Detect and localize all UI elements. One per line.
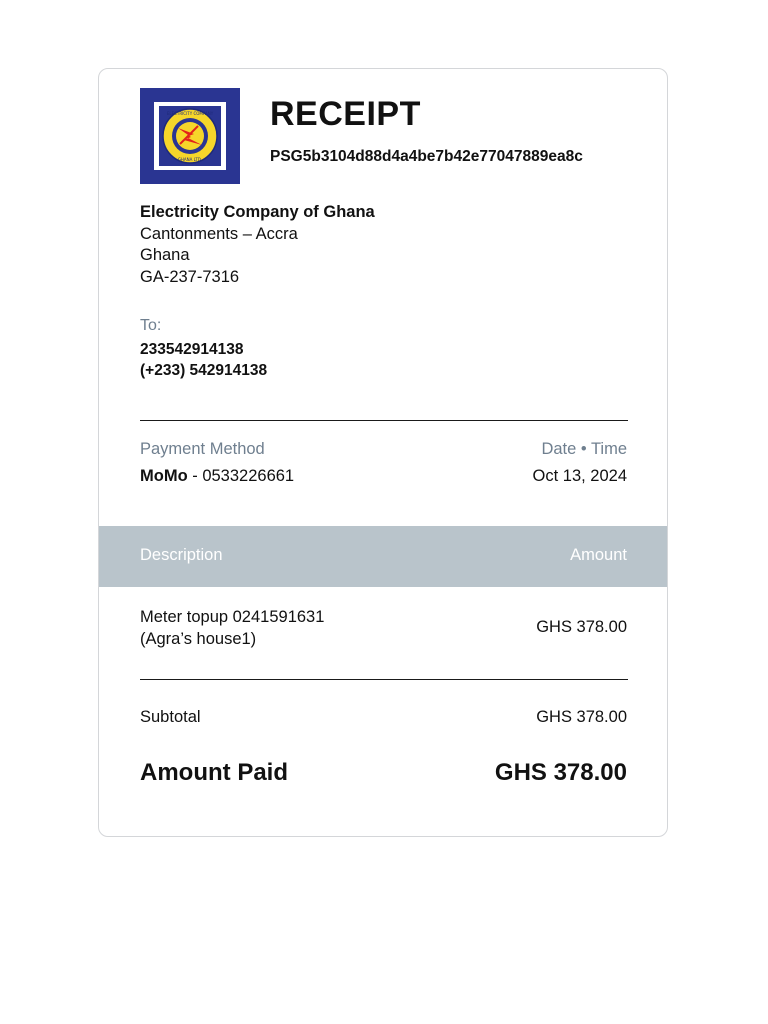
logo-text-top: ELECTRICITY COMPANY <box>166 111 214 116</box>
table-header <box>99 526 667 587</box>
payment-method-value: MoMo - 0533226661 <box>140 467 295 485</box>
receipt-title: RECEIPT <box>270 95 421 133</box>
ecg-logo-icon <box>140 88 240 184</box>
logo-text-bottom: GHANA LTD. <box>177 157 203 162</box>
company-name: Electricity Company of Ghana <box>140 203 375 221</box>
recipient-phone: (+233) 542914138 <box>140 362 268 379</box>
address-line: Cantonments – Accra <box>140 224 298 243</box>
table-header-amount: Amount <box>570 546 627 564</box>
date-value: Oct 13, 2024 <box>532 467 627 485</box>
line-item-amount: GHS 378.00 <box>536 618 627 636</box>
section-divider <box>140 420 628 421</box>
subtotal-label: Subtotal <box>140 708 201 726</box>
recipient-label: To: <box>140 317 162 334</box>
subtotal-value: GHS 378.00 <box>536 708 627 726</box>
table-header-description: Description <box>140 546 223 564</box>
payment-method-number: 0533226661 <box>202 467 295 485</box>
address-country: Ghana <box>140 246 190 264</box>
line-item-description-line1: Meter topup 0241591631 <box>140 608 325 626</box>
line-item-description <box>140 607 324 650</box>
amount-paid-label: Amount Paid <box>140 759 288 786</box>
ecg-logo-graphic <box>140 88 240 184</box>
payment-method-label: Payment Method <box>140 440 265 458</box>
amount-paid-value: GHS 378.00 <box>494 759 627 786</box>
payment-method-name: MoMo <box>140 467 188 485</box>
recipient-details <box>140 339 267 381</box>
address-postal-code: GA-237-7316 <box>140 267 240 286</box>
date-time-label: Date • Time <box>541 440 627 458</box>
totals-divider <box>140 679 628 680</box>
receipt-id: PSG5b3104d88d4a4be7b42e77047889ea8c <box>270 148 583 165</box>
sender-address <box>140 202 375 288</box>
receipt-card <box>98 68 668 837</box>
line-item-description-line2: (Agra’s house1) <box>140 629 257 648</box>
recipient-account: 233542914138 <box>140 341 244 358</box>
